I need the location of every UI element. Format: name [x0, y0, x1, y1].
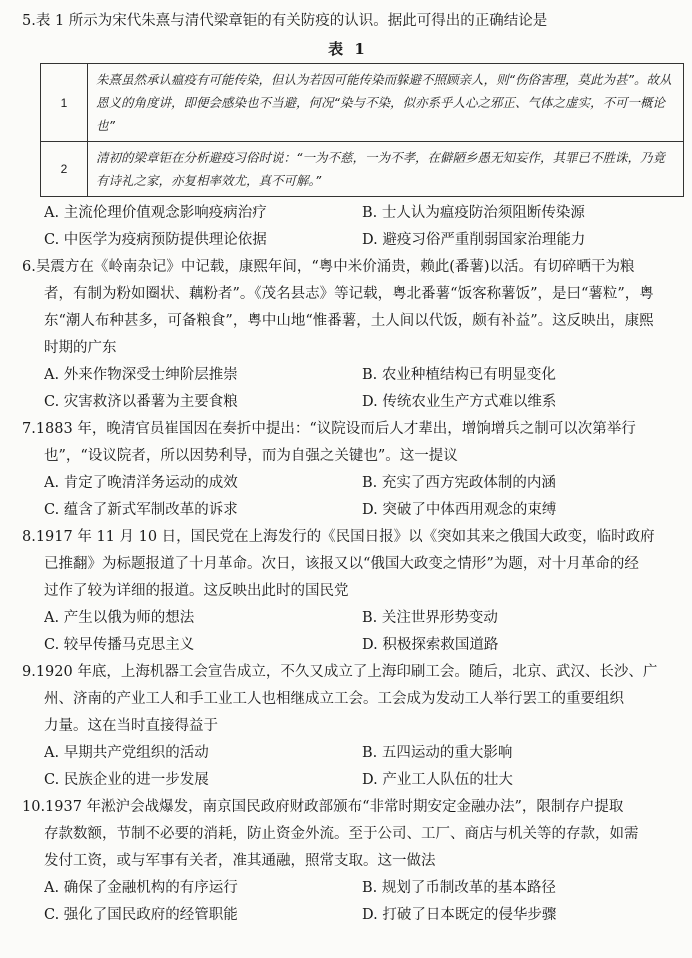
table-row-index: 2	[41, 142, 88, 197]
question-10-stem-line: 发付工资，或与军事有关者，准其通融，照常支取。这一做法	[44, 853, 436, 869]
question-10-stem-line: 存款数额，节制不必要的消耗，防止资金外流。至于公司、工厂、商店与机关等的存款，如需	[44, 826, 639, 842]
question-6	[22, 254, 674, 416]
question-6-stem-line: 东“潮人布种甚多，可备粮食”，粤中山地“惟番薯，土人间以代饭，颇有补益”。这反映出，康熙	[44, 313, 654, 329]
option-d[interactable]: D. 打破了日本既定的侵华步骤	[362, 907, 557, 923]
table-row-index: 1	[41, 64, 88, 142]
option-c[interactable]: C. 较早传播马克思主义	[44, 637, 195, 653]
question-7-options	[44, 470, 674, 524]
question-7-stem-line: 也”，“设议院者，所以因势利导，而为自强之关键也”。这一提议	[44, 448, 458, 464]
option-c[interactable]: C. 灾害救济以番薯为主要食粮	[44, 394, 238, 410]
option-c[interactable]: C. 蕴含了新式军制改革的诉求	[44, 502, 238, 518]
question-6-stem-line: 时期的广东	[44, 340, 117, 356]
option-a[interactable]: A. 肯定了晚清洋务运动的成效	[44, 475, 238, 491]
question-7-stem-line: 7.1883 年，晚清官员崔国因在奏折中提出：“议院设而后人才辈出，增饷增兵之制可以次第举行	[22, 421, 636, 437]
option-b[interactable]: B. 规划了币制改革的基本路径	[362, 880, 556, 896]
question-5-options	[44, 200, 674, 254]
question-9-stem-line: 9.1920 年底，上海机器工会宣告成立，不久又成立了上海印刷工会。随后，北京、武汉、长沙、广	[22, 664, 658, 680]
option-d[interactable]: D. 避疫习俗严重削弱国家治理能力	[362, 232, 586, 248]
table-row-text: 朱熹虽然承认瘟疫有可能传染，但认为若因可能传染而躲避不照顾亲人，则“伤俗害理，莫此为甚”。故从恩义的角度讲，即便会感染也不当避，何况“染与不染，似亦系乎人心之邪正、气体之虚实，不可一概论也”	[88, 64, 684, 142]
option-c[interactable]: C. 中医学为疫病预防提供理论依据	[44, 232, 267, 248]
option-d[interactable]: D. 积极探索救国道路	[362, 637, 499, 653]
table-1-caption: 表 1	[328, 40, 368, 58]
question-7	[22, 416, 674, 524]
question-10-options	[44, 875, 674, 929]
question-9-stem-line: 州、济南的产业工人和手工业工人也相继成立工会。工会成为发动工人举行罢工的重要组织	[44, 691, 624, 707]
question-10-stem-line: 10.1937 年淞沪会战爆发，南京国民政府财政部颁布“非常时期安定金融办法”，限制存户提取	[22, 799, 624, 815]
question-9-options	[44, 740, 674, 794]
option-a[interactable]: A. 外来作物深受士绅阶层推崇	[44, 367, 238, 383]
option-b[interactable]: B. 充实了西方宪政体制的内涵	[362, 475, 556, 491]
option-a[interactable]: A. 确保了金融机构的有序运行	[44, 880, 238, 896]
option-b[interactable]: B. 士人认为瘟疫防治须阻断传染源	[362, 205, 585, 221]
question-6-stem-line: 6.吴震方在《岭南杂记》中记载，康熙年间，“粤中米价涌贵，赖此(番薯)以活。有切碎晒干为粮	[22, 259, 635, 275]
option-d[interactable]: D. 传统农业生产方式难以维系	[362, 394, 557, 410]
table-row	[41, 142, 684, 197]
option-c[interactable]: C. 强化了国民政府的经管职能	[44, 907, 238, 923]
question-5-stem: 5.表 1 所示为宋代朱熹与清代梁章钜的有关防疫的认识。据此可得出的正确结论是	[22, 13, 548, 29]
question-9-stem-line: 力量。这在当时直接得益于	[44, 718, 218, 734]
question-8-options	[44, 605, 674, 659]
table-row-text: 清初的梁章钜在分析避疫习俗时说：“一为不慈，一为不孝，在僻陋乡愚无知妄作，其罪已不胜诛，乃竟有诗礼之家，亦复相率效尤，真不可解。”	[88, 142, 684, 197]
option-b[interactable]: B. 五四运动的重大影响	[362, 745, 513, 761]
option-a[interactable]: A. 主流伦理价值观念影响疫病治疗	[44, 205, 267, 221]
question-8	[22, 524, 674, 659]
option-b[interactable]: B. 农业种植结构已有明显变化	[362, 367, 556, 383]
question-8-stem-line: 已推翻》为标题报道了十月革命。次日，该报又以“俄国大政变之情形”为题，对十月革命的经	[44, 556, 639, 572]
question-8-stem-line: 8.1917 年 11 月 10 日，国民党在上海发行的《民国日报》以《突如其来之俄国大政变，临时政府	[22, 529, 655, 545]
option-b[interactable]: B. 关注世界形势变动	[362, 610, 498, 626]
question-6-stem-line: 者，有制为粉如圈状、藕粉者”。《茂名县志》等记载，粤北番薯“饭客称薯饭”，是曰“薯粒”，粤	[44, 286, 654, 302]
option-d[interactable]: D. 产业工人队伍的壮大	[362, 772, 513, 788]
option-a[interactable]: A. 产生以俄为师的想法	[44, 610, 195, 626]
table-row	[41, 64, 684, 142]
question-6-options	[44, 362, 674, 416]
option-a[interactable]: A. 早期共产党组织的活动	[44, 745, 209, 761]
question-10	[22, 794, 674, 929]
table-1	[40, 63, 684, 197]
question-8-stem-line: 过作了较为详细的报道。这反映出此时的国民党	[44, 583, 349, 599]
question-9	[22, 659, 674, 794]
question-5	[22, 8, 674, 254]
option-c[interactable]: C. 民族企业的进一步发展	[44, 772, 209, 788]
option-d[interactable]: D. 突破了中体西用观念的束缚	[362, 502, 557, 518]
